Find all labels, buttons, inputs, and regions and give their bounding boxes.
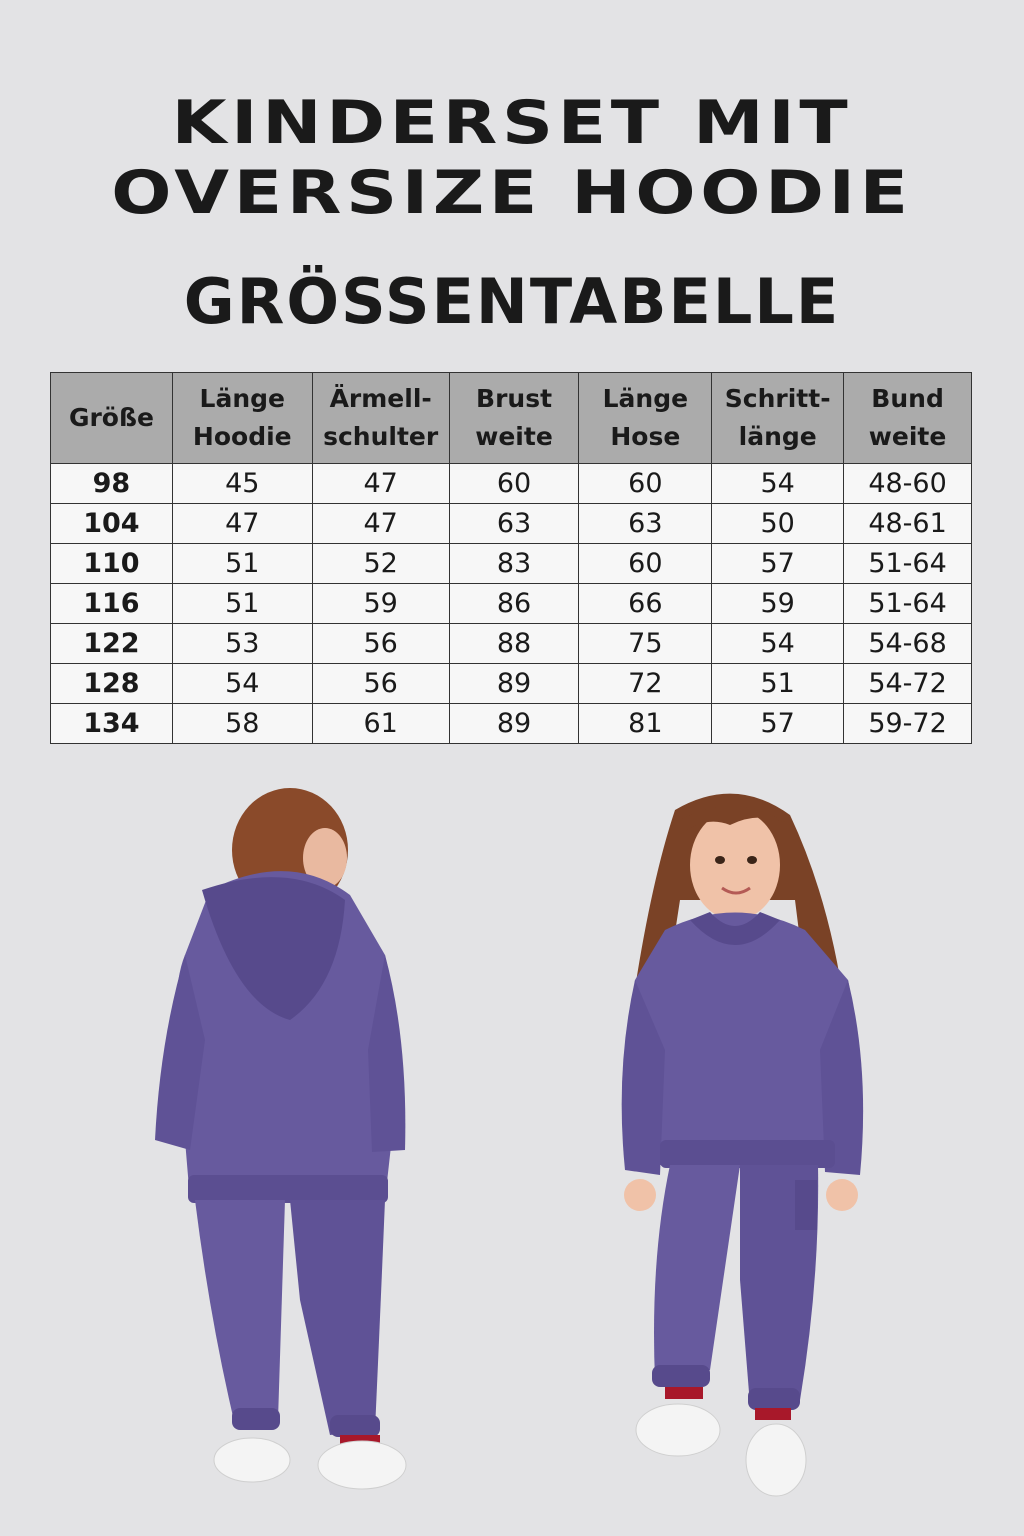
table-row — [51, 624, 972, 664]
header-sleeve-shoulder: Ärmell- schulter — [312, 373, 449, 464]
child-back-view-image — [140, 780, 440, 1500]
size-cell: 116 — [51, 584, 173, 624]
measurement-cell: 47 — [312, 464, 449, 504]
size-cell: 104 — [51, 504, 173, 544]
measurement-cell: 58 — [172, 704, 312, 744]
measurement-cell: 81 — [579, 704, 712, 744]
table-row — [51, 544, 972, 584]
measurement-cell: 54 — [172, 664, 312, 704]
measurement-cell: 60 — [449, 464, 579, 504]
size-cell: 128 — [51, 664, 173, 704]
size-chart-title: GRÖSSENTABELLE — [183, 265, 841, 338]
measurement-cell: 89 — [449, 704, 579, 744]
measurement-cell: 59 — [712, 584, 844, 624]
measurement-cell: 53 — [172, 624, 312, 664]
header-hoodie-length: Länge Hoodie — [172, 373, 312, 464]
measurement-cell: 89 — [449, 664, 579, 704]
table-row — [51, 584, 972, 624]
measurement-cell: 45 — [172, 464, 312, 504]
measurement-cell: 51 — [712, 664, 844, 704]
size-cell: 122 — [51, 624, 173, 664]
measurement-cell: 66 — [579, 584, 712, 624]
measurement-cell: 52 — [312, 544, 449, 584]
title-line-2: OVERSIZE HOODIE — [111, 158, 913, 228]
measurement-cell: 48-61 — [844, 504, 972, 544]
measurement-cell: 60 — [579, 544, 712, 584]
header-size: Größe — [51, 373, 173, 464]
table-row — [51, 704, 972, 744]
measurement-cell: 51-64 — [844, 584, 972, 624]
table-header-row — [51, 373, 972, 464]
measurement-cell: 59 — [312, 584, 449, 624]
measurement-cell: 60 — [579, 464, 712, 504]
table-row — [51, 464, 972, 504]
measurement-cell: 51 — [172, 584, 312, 624]
measurement-cell: 88 — [449, 624, 579, 664]
measurement-cell: 48-60 — [844, 464, 972, 504]
header-chest-width: Brust weite — [449, 373, 579, 464]
page-title — [0, 88, 1024, 228]
measurement-cell: 51 — [172, 544, 312, 584]
measurement-cell: 56 — [312, 624, 449, 664]
measurement-cell: 63 — [449, 504, 579, 544]
measurement-cell: 47 — [172, 504, 312, 544]
measurement-cell: 57 — [712, 704, 844, 744]
measurement-cell: 54 — [712, 464, 844, 504]
header-inseam: Schritt- länge — [712, 373, 844, 464]
measurement-cell: 59-72 — [844, 704, 972, 744]
measurement-cell: 54-72 — [844, 664, 972, 704]
measurement-cell: 54-68 — [844, 624, 972, 664]
table-row — [51, 504, 972, 544]
header-waist-width: Bund weite — [844, 373, 972, 464]
header-pants-length: Länge Hose — [579, 373, 712, 464]
measurement-cell: 57 — [712, 544, 844, 584]
measurement-cell: 61 — [312, 704, 449, 744]
title-line-1: KINDERSET MIT — [171, 88, 853, 158]
measurement-cell: 47 — [312, 504, 449, 544]
size-cell: 98 — [51, 464, 173, 504]
measurement-cell: 86 — [449, 584, 579, 624]
table-row — [51, 664, 972, 704]
measurement-cell: 75 — [579, 624, 712, 664]
measurement-cell: 54 — [712, 624, 844, 664]
size-table — [50, 372, 972, 744]
measurement-cell: 50 — [712, 504, 844, 544]
measurement-cell: 51-64 — [844, 544, 972, 584]
measurement-cell: 56 — [312, 664, 449, 704]
child-front-view-image — [580, 780, 890, 1500]
measurement-cell: 83 — [449, 544, 579, 584]
size-cell: 134 — [51, 704, 173, 744]
measurement-cell: 63 — [579, 504, 712, 544]
product-photos — [0, 780, 1024, 1510]
measurement-cell: 72 — [579, 664, 712, 704]
size-cell: 110 — [51, 544, 173, 584]
